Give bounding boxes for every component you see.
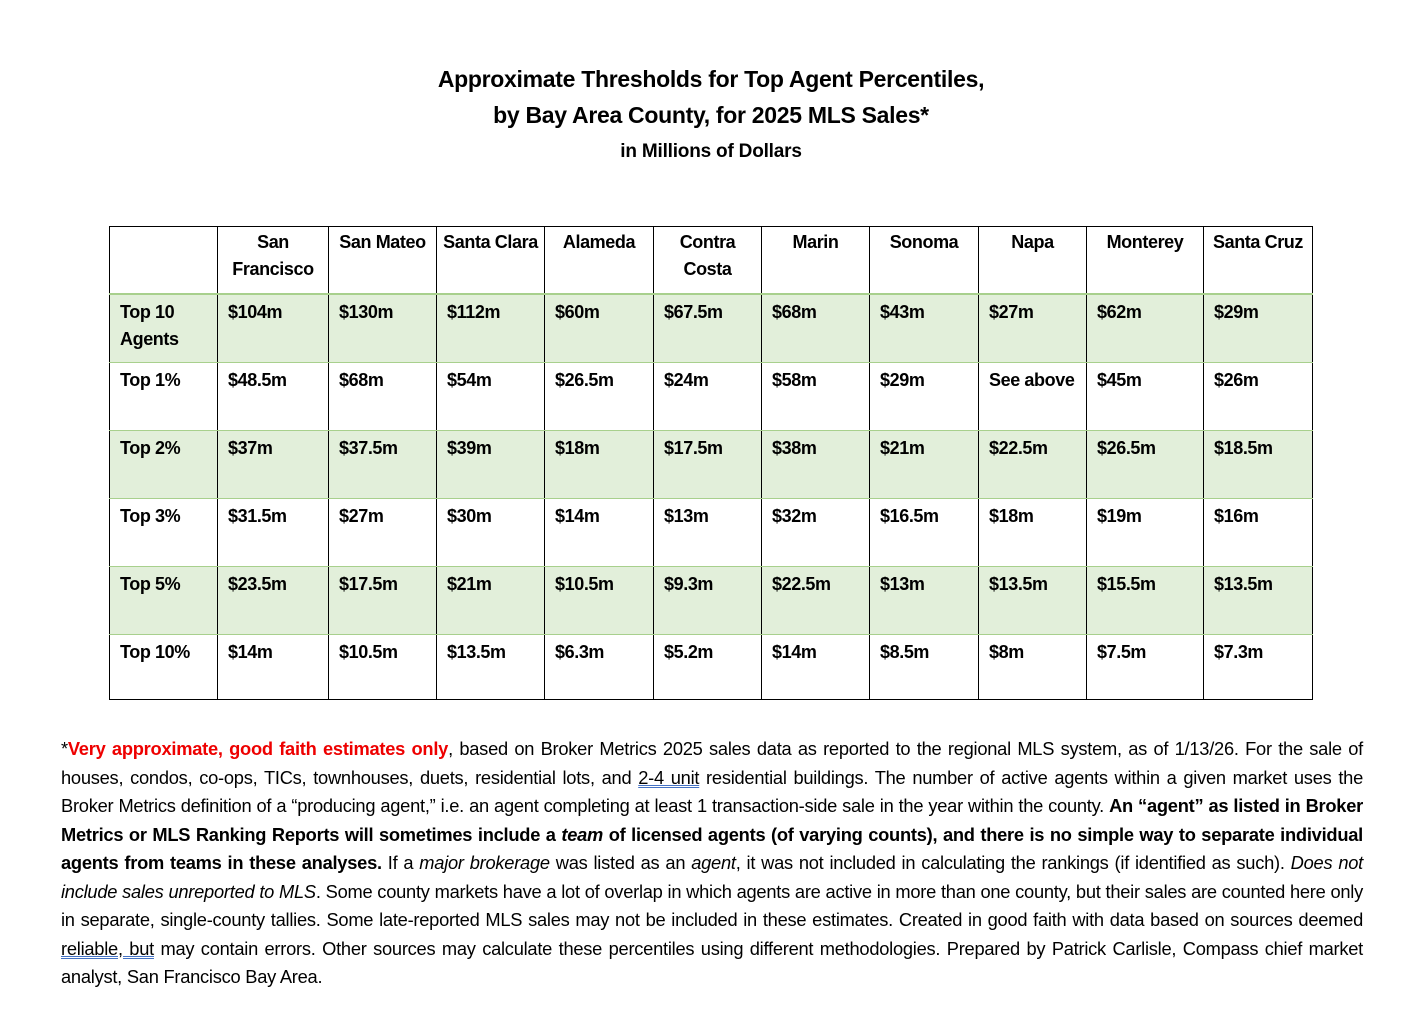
threshold-cell: See above bbox=[979, 363, 1087, 431]
threshold-cell: $13m bbox=[654, 499, 762, 567]
threshold-cell: $29m bbox=[870, 363, 979, 431]
threshold-cell: $14m bbox=[545, 499, 654, 567]
threshold-cell: $21m bbox=[437, 567, 545, 635]
footnote-segment: of licensed agents (of varying counts), and there is no simple way to separate individual agents from teams in these analyses. bbox=[61, 823, 1363, 873]
threshold-cell: $19m bbox=[1087, 499, 1204, 567]
table-row bbox=[110, 567, 1313, 635]
threshold-cell: $26m bbox=[1204, 363, 1313, 431]
threshold-cell: $18m bbox=[545, 431, 654, 499]
threshold-cell: $68m bbox=[762, 294, 870, 363]
threshold-cell: $27m bbox=[329, 499, 437, 567]
column-header: San Francisco bbox=[218, 227, 329, 295]
footnote-segment: , based on Broker Metrics 2025 sales data as reported to the regional MLS system, as of 1/13/26. For the sale of houses, condos, co-ops, TICs, townhouses, duets, residential lots, and bbox=[61, 738, 1363, 788]
footnote-segment: was listed as an bbox=[549, 852, 692, 873]
threshold-cell: $23.5m bbox=[218, 567, 329, 635]
document-title-line-1: Approximate Thresholds for Top Agent Percentiles, bbox=[437, 66, 985, 92]
threshold-cell: $8m bbox=[979, 635, 1087, 700]
footnote-segment: may contain errors. Other sources may calculate these percentiles using different methodologies. Prepared by Patrick Carlisle, Compass chief market analyst, San Francisco Bay Area. bbox=[61, 937, 1364, 987]
row-label: Top 1% bbox=[110, 363, 218, 431]
threshold-cell: $17.5m bbox=[329, 567, 437, 635]
threshold-cell: $39m bbox=[437, 431, 545, 499]
column-header: San Mateo bbox=[329, 227, 437, 295]
threshold-cell: $43m bbox=[870, 294, 979, 363]
threshold-cell: $16m bbox=[1204, 499, 1313, 567]
threshold-cell: $48.5m bbox=[218, 363, 329, 431]
threshold-cell: $38m bbox=[762, 431, 870, 499]
footnote-segment: team bbox=[561, 823, 604, 845]
footnote-segment: reliable, but bbox=[61, 937, 154, 959]
threshold-cell: $37m bbox=[218, 431, 329, 499]
threshold-cell: $21m bbox=[870, 431, 979, 499]
threshold-cell: $29m bbox=[1204, 294, 1313, 363]
threshold-cell: $7.3m bbox=[1204, 635, 1313, 700]
footnote-segment: agent bbox=[691, 852, 736, 873]
table-row bbox=[110, 363, 1313, 431]
threshold-cell: $112m bbox=[437, 294, 545, 363]
document-title-line-2: by Bay Area County, for 2025 MLS Sales* bbox=[493, 102, 929, 128]
threshold-cell: $10.5m bbox=[545, 567, 654, 635]
percentile-thresholds-table bbox=[109, 226, 1313, 700]
column-header: Santa Cruz bbox=[1204, 227, 1313, 295]
document-subtitle: in Millions of Dollars bbox=[620, 141, 802, 162]
threshold-cell: $26.5m bbox=[545, 363, 654, 431]
table-header-row bbox=[110, 227, 1313, 295]
threshold-cell: $13.5m bbox=[437, 635, 545, 700]
row-label: Top 3% bbox=[110, 499, 218, 567]
column-header: Sonoma bbox=[870, 227, 979, 295]
threshold-cell: $6.3m bbox=[545, 635, 654, 700]
threshold-cell: $9.3m bbox=[654, 567, 762, 635]
footnote-segment: 2-4 unit bbox=[638, 766, 700, 788]
row-label: Top 5% bbox=[110, 567, 218, 635]
row-label: Top 10 Agents bbox=[110, 294, 218, 363]
threshold-cell: $13.5m bbox=[1204, 567, 1313, 635]
footnote-segment: An “agent” as listed in Broker Metrics or MLS Ranking Reports will sometimes include a bbox=[61, 795, 1364, 845]
threshold-cell: $10.5m bbox=[329, 635, 437, 700]
threshold-cell: $26.5m bbox=[1087, 431, 1204, 499]
threshold-cell: $31.5m bbox=[218, 499, 329, 567]
threshold-cell: $104m bbox=[218, 294, 329, 363]
threshold-cell: $67.5m bbox=[654, 294, 762, 363]
column-header: Napa bbox=[979, 227, 1087, 295]
threshold-cell: $22.5m bbox=[979, 431, 1087, 499]
threshold-cell: $68m bbox=[329, 363, 437, 431]
threshold-cell: $13m bbox=[870, 567, 979, 635]
footnote-segment: residential buildings. The number of active agents within a given market uses the Broker Metrics definition of a “producing agent,” i.e. an agent completing at least 1 transaction-side sale in the year within the county. bbox=[61, 766, 1364, 816]
threshold-cell: $14m bbox=[218, 635, 329, 700]
table-row bbox=[110, 294, 1313, 363]
threshold-cell: $27m bbox=[979, 294, 1087, 363]
threshold-cell: $30m bbox=[437, 499, 545, 567]
footnote-segment: * bbox=[61, 738, 68, 759]
row-label: Top 2% bbox=[110, 431, 218, 499]
threshold-cell: $17.5m bbox=[654, 431, 762, 499]
threshold-cell: $15.5m bbox=[1087, 567, 1204, 635]
footnote-paragraph bbox=[61, 735, 1363, 992]
footnote-segment: , it was not included in calculating the rankings (if identified as such). bbox=[735, 852, 1291, 873]
threshold-cell: $60m bbox=[545, 294, 654, 363]
threshold-cell: $8.5m bbox=[870, 635, 979, 700]
threshold-cell: $130m bbox=[329, 294, 437, 363]
footnote-segment: Does not include sales unreported to MLS bbox=[61, 852, 1363, 902]
column-header: Alameda bbox=[545, 227, 654, 295]
column-header: Contra Costa bbox=[654, 227, 762, 295]
header-corner-cell bbox=[110, 227, 218, 295]
table-row bbox=[110, 499, 1313, 567]
footnote-segment: If a bbox=[381, 852, 420, 873]
footnote-segment: . Some county markets have a lot of overlap in which agents are active in more than one county, but their sales are counted here only in separate, single-county tallies. Some late-reported MLS sales may not be included in these estimates. Created in good faith with data based on sources deemed bbox=[61, 880, 1364, 930]
threshold-cell: $45m bbox=[1087, 363, 1204, 431]
threshold-cell: $32m bbox=[762, 499, 870, 567]
threshold-cell: $37.5m bbox=[329, 431, 437, 499]
threshold-cell: $14m bbox=[762, 635, 870, 700]
threshold-cell: $18.5m bbox=[1204, 431, 1313, 499]
table-row bbox=[110, 635, 1313, 700]
threshold-cell: $18m bbox=[979, 499, 1087, 567]
footnote-segment: major brokerage bbox=[419, 852, 550, 873]
column-header: Santa Clara bbox=[437, 227, 545, 295]
threshold-cell: $13.5m bbox=[979, 567, 1087, 635]
threshold-cell: $62m bbox=[1087, 294, 1204, 363]
threshold-cell: $7.5m bbox=[1087, 635, 1204, 700]
threshold-cell: $22.5m bbox=[762, 567, 870, 635]
threshold-cell: $58m bbox=[762, 363, 870, 431]
column-header: Monterey bbox=[1087, 227, 1204, 295]
footnote-segment: Very approximate, good faith estimates only bbox=[67, 738, 449, 759]
threshold-cell: $5.2m bbox=[654, 635, 762, 700]
row-label: Top 10% bbox=[110, 635, 218, 700]
table-row bbox=[110, 431, 1313, 499]
threshold-cell: $54m bbox=[437, 363, 545, 431]
column-header: Marin bbox=[762, 227, 870, 295]
threshold-cell: $24m bbox=[654, 363, 762, 431]
threshold-cell: $16.5m bbox=[870, 499, 979, 567]
